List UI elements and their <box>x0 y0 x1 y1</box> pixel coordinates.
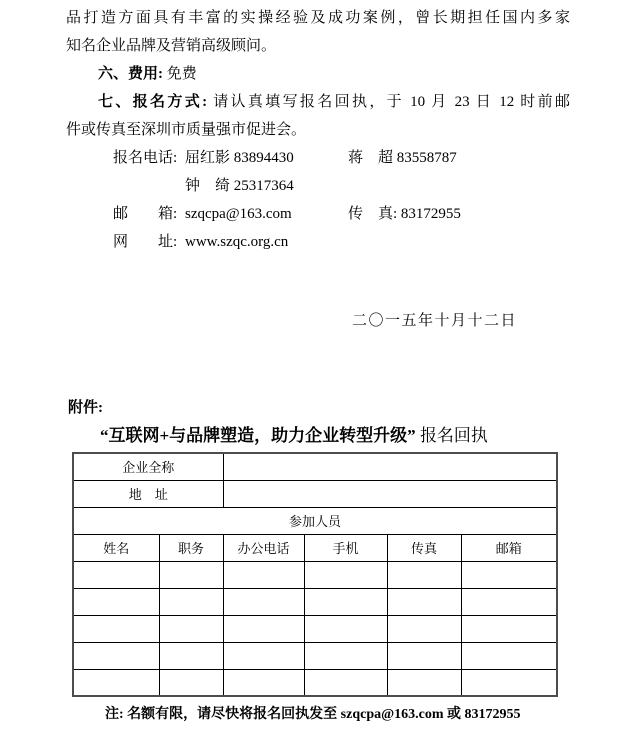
address-label-cell: 地 址 <box>73 480 223 507</box>
fee-value: 免费 <box>163 66 197 82</box>
participant-cell <box>159 588 223 615</box>
registration-method-label: 七、报名方式: <box>98 94 208 110</box>
participant-cell <box>304 642 387 669</box>
participant-cell <box>304 588 387 615</box>
phone-contact-2: 蒋 超 83558787 <box>348 150 457 166</box>
participant-row <box>73 561 557 588</box>
fee-line <box>66 60 570 88</box>
participant-row <box>73 669 557 696</box>
contact-block <box>113 144 570 256</box>
paragraph-line-1: 品打造方面具有丰富的实操经验及成功案例，曾长期担任国内多家 <box>66 10 570 26</box>
registration-method-line-2: 件或传真至深圳市质量强市促进会。 <box>66 122 307 138</box>
participant-cell <box>304 561 387 588</box>
participants-header-row <box>73 507 557 534</box>
participant-cell <box>461 561 557 588</box>
company-name-label-cell: 企业全称 <box>73 453 223 480</box>
participant-cell <box>223 588 304 615</box>
registration-method-text: 请认真填写报名回执，于 10 月 23 日 12 时前邮 <box>207 94 570 110</box>
form-title-quoted: “互联网+与品牌塑造，助力企业转型升级” <box>100 426 416 445</box>
registration-method-line-1 <box>66 88 570 116</box>
participant-cell <box>159 561 223 588</box>
participant-cell <box>461 615 557 642</box>
attachment-label: 附件: <box>68 400 103 416</box>
contact-phone-row <box>113 144 570 172</box>
website-label: 网 址: <box>113 234 178 250</box>
participant-cell <box>461 669 557 696</box>
phone-contact-3: 钟 绮 25317364 <box>185 178 294 194</box>
participant-cell <box>223 561 304 588</box>
participant-cell <box>73 642 159 669</box>
registration-note: 注: 名额有限，请尽快将报名回执发至 szqcpa@163.com 或 83172955 <box>105 707 521 722</box>
participant-cell <box>461 588 557 615</box>
participant-cell <box>387 642 461 669</box>
participant-cell <box>73 561 159 588</box>
participant-cell <box>73 615 159 642</box>
email-label: 邮 箱: <box>113 206 178 222</box>
participant-cell <box>304 615 387 642</box>
participant-row <box>73 615 557 642</box>
form-title-suffix: 报名回执 <box>415 426 488 445</box>
participant-cell <box>387 561 461 588</box>
phone-label: 报名电话: <box>113 150 178 166</box>
participant-cell <box>223 615 304 642</box>
company-name-row <box>73 453 557 480</box>
column-header-row <box>73 534 557 561</box>
column-header-fax: 传真 <box>387 534 461 561</box>
contact-email-row <box>113 200 570 228</box>
participant-cell <box>159 615 223 642</box>
email-value: szqcpa@163.com <box>185 206 292 222</box>
column-header-name: 姓名 <box>73 534 159 561</box>
participant-cell <box>387 669 461 696</box>
phone-label-spacer <box>113 172 185 200</box>
participant-cell <box>73 588 159 615</box>
participant-row <box>73 642 557 669</box>
website-value: www.szqc.org.cn <box>185 234 289 250</box>
column-header-mobile: 手机 <box>304 534 387 561</box>
company-name-value-cell <box>223 453 557 480</box>
participant-cell <box>159 642 223 669</box>
participant-cell <box>223 642 304 669</box>
form-title <box>100 422 570 450</box>
contact-website-row <box>113 228 570 256</box>
participant-cell <box>159 669 223 696</box>
registration-form-table <box>72 452 558 697</box>
participant-cell <box>461 642 557 669</box>
participant-cell <box>304 669 387 696</box>
participant-row <box>73 588 557 615</box>
fax-value: 传 真: 83172955 <box>348 206 461 222</box>
address-value-cell <box>223 480 557 507</box>
phone-contact-1: 屈红影 83894430 <box>185 150 294 166</box>
column-header-position: 职务 <box>159 534 223 561</box>
contact-phone-row-2 <box>113 172 570 200</box>
participant-cell <box>73 669 159 696</box>
fee-label: 六、费用: <box>98 66 163 82</box>
column-header-office-phone: 办公电话 <box>223 534 304 561</box>
participants-header-cell: 参加人员 <box>73 507 557 534</box>
participant-cell <box>223 669 304 696</box>
participant-cell <box>387 588 461 615</box>
address-row <box>73 480 557 507</box>
date-line: 二〇一五年十月十二日 <box>352 313 518 329</box>
paragraph-line-2: 知名企业品牌及营销高级顾问。 <box>66 38 277 54</box>
column-header-email: 邮箱 <box>461 534 557 561</box>
participant-cell <box>387 615 461 642</box>
